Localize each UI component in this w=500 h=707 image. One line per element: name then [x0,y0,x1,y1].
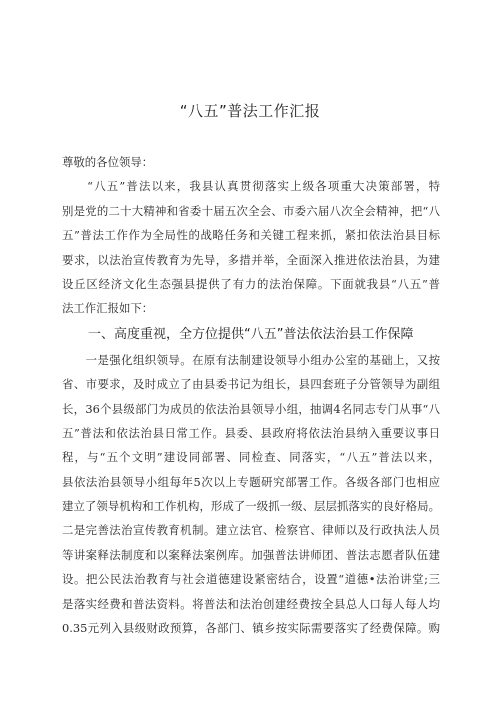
salutation: 尊敬的各位领导： [62,155,154,169]
section-line: 五”普法和依法治县日常工作。县委、县政府将依法治县纳入重要议事日 [62,425,440,440]
document-body [62,150,440,640]
section-line: 一是强化组织领导。在原有法制建设领导小组办公室的基础上，又按 [62,352,440,367]
section-line: 等讲案释法制度和以案释法案例库。加强普法讲师团、普法志愿者队伍建 [62,547,440,562]
intro-paragraph [62,174,440,320]
section-line: 长，36个县级部门为成员的依法治县领导小组，抽调4名同志专门从事“八 [62,401,440,416]
intro-line: 法工作汇报如下： [62,301,154,316]
section-line: 设。把公民法治教育与社会道德建设紧密结合，设置“道德•法治讲堂;三 [62,572,440,587]
section-heading: 一、高度重视，全方位提供“八五”普法依法治县工作保障 [62,326,414,342]
intro-line: 别是党的二十大精神和省委十届五次全会、市委六届八次全会精神，把“八 [62,203,440,218]
intro-line: “八五”普法以来，我县认真贯彻落实上级各项重大决策部署，特 [62,179,440,194]
section-line: 0.35元列入县级财政预算，各部门、镇乡按实际需要落实了经费保障。购 [62,621,440,636]
intro-line: 要求，以法治宣传教育为先导，多措并举，全面深入推进依法治县，为建 [62,252,440,267]
section-line: 县依法治县领导小组每年5次以上专题研究部署工作。各级各部门也相应 [62,474,440,489]
section-line: 是落实经费和普法资料。将普法和法治创建经费按全县总人口每人每人均 [62,596,440,611]
section-paragraph [62,348,440,641]
section-line: 二是完善法治宣传教育机制。建立法官、检察官、律师以及行政执法人员 [62,523,440,538]
intro-line: 设丘区经济文化生态强县提供了有力的法治保障。下面就我县“八五”普 [62,276,440,291]
document-title: “八五”普法工作汇报 [179,102,321,120]
section-line: 建立了领导机构和工作机构，形成了一级抓一级、层层抓落实的良好格局。 [62,499,440,514]
section-line: 程，与“五个文明”建设同部署、同检查、同落实，“八五”普法以来， [62,450,440,465]
intro-line: 五”普法工作作为全局性的战略任务和关键工程来抓，紧扣依法治县目标 [62,228,440,243]
section-line: 省、市要求，及时成立了由县委书记为组长，县四套班子分管领导为副组 [62,377,440,392]
